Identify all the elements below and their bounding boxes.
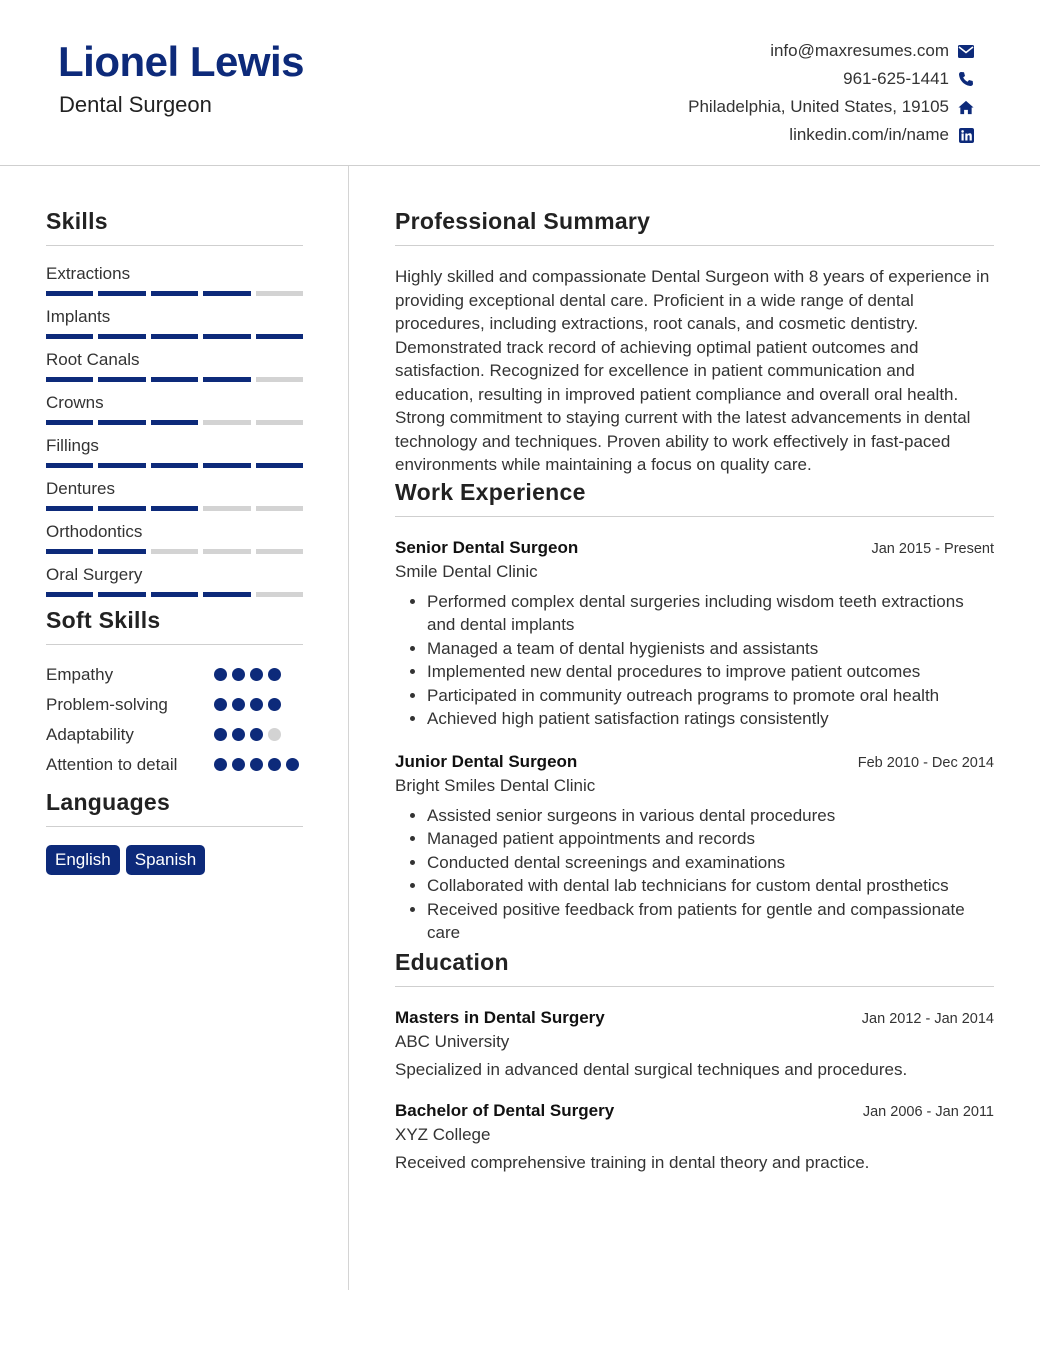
- job-organization: Smile Dental Clinic: [395, 561, 538, 581]
- skill-item: [46, 435, 303, 478]
- section-rule: [395, 986, 994, 987]
- skill-item: [46, 263, 303, 306]
- experience-list: [395, 538, 994, 945]
- soft-skill-item: [46, 693, 303, 723]
- soft-skill-dot: [232, 668, 245, 681]
- skill-level-segment: [203, 549, 250, 554]
- soft-skill-name: Adaptability: [46, 725, 134, 744]
- skill-level-segment: [46, 506, 93, 511]
- skill-name: Orthodontics: [46, 522, 143, 541]
- skill-level-segment: [98, 377, 145, 382]
- contact-linkedin[interactable]: [688, 121, 974, 149]
- soft-skill-dot: [268, 758, 281, 771]
- skill-level-segment: [203, 592, 250, 597]
- skill-level-segment: [46, 420, 93, 425]
- soft-skill-name: Attention to detail: [46, 755, 178, 774]
- contact-list: [688, 37, 974, 149]
- job-bullet: • Managed patient appointments and records: [427, 827, 994, 851]
- phone-icon: [958, 71, 974, 87]
- soft-skill-dot: [250, 758, 263, 771]
- skill-level-segment: [203, 463, 250, 468]
- skill-level-segment: [203, 291, 250, 296]
- skill-level-segment: [151, 291, 198, 296]
- skill-level-segment: [256, 420, 303, 425]
- soft-skill-item: [46, 753, 303, 783]
- summary-heading: Professional Summary: [395, 208, 651, 234]
- job-bullet: • Received positive feedback from patients for gentle and compassionate care: [427, 898, 994, 945]
- skill-level-segment: [46, 291, 93, 296]
- soft-skill-dot: [232, 698, 245, 711]
- skill-name: Extractions: [46, 264, 131, 283]
- job-bullet: • Performed complex dental surgeries including wisdom teeth extractions and dental implants: [427, 590, 994, 637]
- contact-phone[interactable]: [688, 65, 974, 93]
- languages-list: [46, 845, 303, 875]
- skill-level-bar: [46, 420, 303, 425]
- skill-level-segment: [151, 549, 198, 554]
- skill-level-segment: [256, 592, 303, 597]
- job-entry: [395, 752, 994, 945]
- soft-skill-dot: [250, 728, 263, 741]
- skill-level-segment: [46, 463, 93, 468]
- job-header: [395, 538, 994, 558]
- skill-level-bar: [46, 291, 303, 296]
- skill-name: Dentures: [46, 479, 115, 498]
- skill-name: Implants: [46, 307, 111, 326]
- home-icon: [958, 99, 974, 115]
- job-date: Jan 2015 - Present: [871, 540, 994, 557]
- job-bullets: [395, 804, 994, 945]
- skill-level-segment: [98, 506, 145, 511]
- soft-skill-dot: [286, 758, 299, 771]
- soft-skill-dots: [214, 723, 302, 741]
- contact-address: [688, 93, 974, 121]
- job-bullet: • Implemented new dental procedures to improve patient outcomes: [427, 660, 994, 684]
- skill-level-segment: [98, 334, 145, 339]
- job-date: Feb 2010 - Dec 2014: [857, 754, 994, 771]
- languages-heading: Languages: [46, 789, 171, 815]
- skill-name: Root Canals: [46, 350, 140, 369]
- section-rule: [46, 644, 303, 645]
- job-bullets: [395, 590, 994, 731]
- soft-skill-item: [46, 663, 303, 693]
- resume-header: [0, 0, 1040, 166]
- skill-item: [46, 306, 303, 349]
- skill-item: [46, 521, 303, 564]
- soft-skill-dot: [250, 668, 263, 681]
- education-heading: Education: [395, 948, 509, 975]
- education-list: [395, 1008, 994, 1173]
- education-date: Jan 2012 - Jan 2014: [861, 1010, 994, 1027]
- skill-name: Fillings: [46, 436, 99, 455]
- skill-name: Crowns: [46, 393, 104, 412]
- skill-level-segment: [256, 506, 303, 511]
- skills-heading: Skills: [46, 208, 108, 234]
- skill-level-segment: [151, 420, 198, 425]
- section-rule: [46, 245, 303, 246]
- soft-skill-dots: [214, 753, 302, 771]
- job-entry: [395, 538, 994, 731]
- education-date: Jan 2006 - Jan 2011: [862, 1103, 994, 1120]
- soft-skill-dot: [214, 698, 227, 711]
- education-header: [395, 1008, 994, 1028]
- education-description: Specialized in advanced dental surgical techniques and procedures.: [395, 1059, 908, 1079]
- skill-level-segment: [256, 549, 303, 554]
- soft-skill-name: Problem-solving: [46, 695, 168, 714]
- school-name: ABC University: [395, 1031, 510, 1051]
- job-title: Junior Dental Surgeon: [395, 751, 578, 771]
- soft-skill-dots: [214, 693, 302, 711]
- job-bullet: • Conducted dental screenings and examinations: [427, 851, 994, 875]
- skill-level-segment: [203, 506, 250, 511]
- skill-level-segment: [256, 377, 303, 382]
- skill-level-segment: [203, 420, 250, 425]
- soft-skill-dot: [268, 698, 281, 711]
- education-description: Received comprehensive training in dental theory and practice.: [395, 1152, 870, 1172]
- skill-item: [46, 478, 303, 521]
- language-badge: English: [46, 845, 120, 875]
- job-header: [395, 752, 994, 772]
- skill-level-segment: [46, 377, 93, 382]
- education-entry: [395, 1008, 994, 1080]
- job-bullet: • Achieved high patient satisfaction ratings consistently: [427, 707, 994, 731]
- soft-skill-dot: [214, 758, 227, 771]
- language-badge: Spanish: [126, 845, 205, 875]
- contact-phone-text: 961-625-1441: [843, 69, 949, 88]
- left-column: [46, 208, 303, 875]
- soft-skill-name: Empathy: [46, 665, 114, 684]
- contact-address-text: Philadelphia, United States, 19105: [688, 97, 949, 116]
- job-bullet: • Collaborated with dental lab technicians for custom dental prosthetics: [427, 874, 994, 898]
- experience-heading: Work Experience: [395, 478, 586, 505]
- candidate-name: Lionel Lewis: [58, 38, 305, 85]
- contact-email-text: info@maxresumes.com: [770, 41, 949, 60]
- soft-skills-heading: Soft Skills: [46, 607, 161, 633]
- soft-skill-item: [46, 723, 303, 753]
- skill-level-bar: [46, 334, 303, 339]
- skill-level-bar: [46, 463, 303, 468]
- soft-skill-dot: [214, 668, 227, 681]
- candidate-role: Dental Surgeon: [59, 92, 212, 117]
- skill-level-segment: [98, 420, 145, 425]
- skill-level-segment: [151, 592, 198, 597]
- job-title: Senior Dental Surgeon: [395, 537, 579, 557]
- skill-level-bar: [46, 506, 303, 511]
- skill-item: [46, 349, 303, 392]
- degree-title: Masters in Dental Surgery: [395, 1007, 605, 1027]
- skill-level-segment: [256, 463, 303, 468]
- skill-name: Oral Surgery: [46, 565, 143, 584]
- education-entry: [395, 1101, 994, 1173]
- soft-skill-dot: [250, 698, 263, 711]
- linkedin-icon: [958, 127, 974, 143]
- contact-linkedin-text: linkedin.com/in/name: [789, 125, 949, 144]
- contact-email[interactable]: [688, 37, 974, 65]
- section-rule: [395, 245, 994, 246]
- summary-text: Highly skilled and compassionate Dental Surgeon with 8 years of experience in providing exceptional dental care. Proficient in a wide range of dental procedures, including extractions, root canals, and cosmetic dentistry. Demonstrated track record of achieving optimal patient outcomes and satisfaction. Recognized for excellence in patient communication and education, resulting in improved patient compliance and overall oral health. Strong commitment to staying current with the latest advancements in dental technology and techniques. Proven ability to work effectively in fast-paced environments while maintaining a focus on quality care.: [395, 267, 990, 474]
- skills-list: [46, 263, 303, 607]
- skill-level-bar: [46, 549, 303, 554]
- skill-level-bar: [46, 377, 303, 382]
- section-rule: [46, 826, 303, 827]
- skill-level-segment: [98, 592, 145, 597]
- skill-level-segment: [98, 463, 145, 468]
- skill-level-segment: [46, 549, 93, 554]
- degree-title: Bachelor of Dental Surgery: [395, 1100, 615, 1120]
- job-bullet: • Assisted senior surgeons in various dental procedures: [427, 804, 994, 828]
- soft-skill-dots: [214, 663, 302, 681]
- skill-level-segment: [46, 592, 93, 597]
- soft-skill-dot: [214, 728, 227, 741]
- skill-item: [46, 392, 303, 435]
- job-bullet: • Managed a team of dental hygienists and assistants: [427, 637, 994, 661]
- skill-level-segment: [151, 334, 198, 339]
- job-organization: Bright Smiles Dental Clinic: [395, 775, 596, 795]
- skill-level-segment: [203, 334, 250, 339]
- soft-skill-dot: [268, 728, 281, 741]
- skill-item: [46, 564, 303, 607]
- education-header: [395, 1101, 994, 1121]
- soft-skills-list: [46, 663, 303, 783]
- soft-skill-dot: [268, 668, 281, 681]
- skill-level-segment: [151, 463, 198, 468]
- skill-level-segment: [46, 334, 93, 339]
- skill-level-segment: [151, 506, 198, 511]
- skill-level-segment: [256, 334, 303, 339]
- skill-level-segment: [203, 377, 250, 382]
- section-rule: [395, 516, 994, 517]
- soft-skill-dot: [232, 728, 245, 741]
- skill-level-segment: [151, 377, 198, 382]
- skill-level-bar: [46, 592, 303, 597]
- skill-level-segment: [256, 291, 303, 296]
- right-column: [395, 208, 994, 1173]
- school-name: XYZ College: [395, 1124, 491, 1144]
- skill-level-segment: [98, 549, 145, 554]
- envelope-icon: [958, 43, 974, 59]
- job-bullet: • Participated in community outreach programs to promote oral health: [427, 684, 994, 708]
- skill-level-segment: [98, 291, 145, 296]
- soft-skill-dot: [232, 758, 245, 771]
- column-divider: [348, 166, 349, 1290]
